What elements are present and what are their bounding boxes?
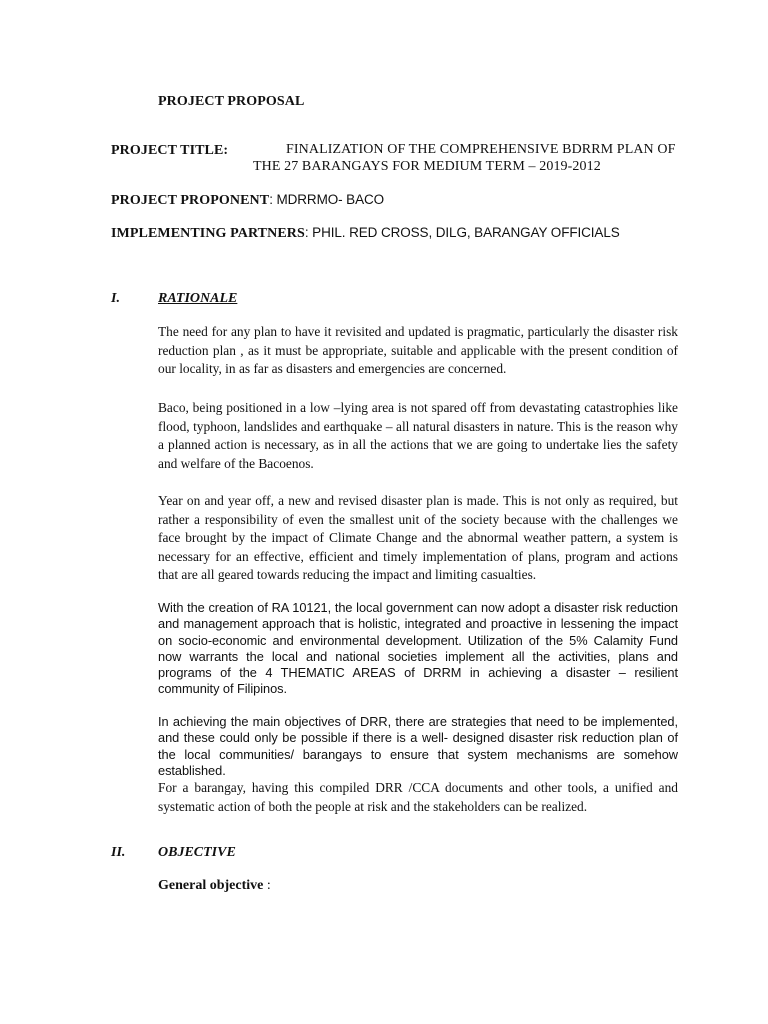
general-objective-row bbox=[158, 878, 271, 894]
rationale-paragraph-1: The need for any plan to have it revisited and updated is pragmatic, particularly the disaster risk reduction plan , as it must be appropriate, suitable and applicable with the present condition of our locality, in as far as disasters and emergencies are concerned. bbox=[158, 324, 678, 377]
rationale-paragraph-2: Baco, being positioned in a low –lying area is not spared off from devastating catastrophies like flood, typhoon, landslides and earthquake – all natural disasters in nature. This is the reason why a planned action is necessary, as in all the actions that we are going to undertake lies the safety and welfare of the Bacoenos. bbox=[158, 400, 678, 471]
rationale-paragraph-5: In achieving the main objectives of DRR, there are strategies that need to be implemented, and these could only be possible if there is a well- designed disaster risk reduction plan of the local communities/ barangays to ensure that system mechanisms are somehow established. bbox=[158, 714, 678, 778]
section-1-numeral: I. bbox=[111, 291, 120, 306]
section-2-numeral: II. bbox=[111, 845, 126, 860]
general-objective-colon: : bbox=[263, 878, 271, 893]
project-proponent-label: PROJECT PROPONENT bbox=[111, 193, 270, 208]
implementing-partners-label: IMPLEMENTING PARTNERS bbox=[111, 226, 305, 241]
section-2-heading: OBJECTIVE bbox=[158, 845, 236, 860]
rationale-paragraph-4: With the creation of RA 10121, the local government can now adopt a disaster risk reduction and management approach that is holistic, integrated and proactive in lessening the impact on socio-economic and environmental development. Utilization of the 5% Calamity Fund now warrants the local and national societies implement all the activities, plans and programs of the 4 THEMATIC AREAS of DRRM in achieving a disaster – resilient community of Filipinos. bbox=[158, 600, 678, 697]
general-objective-label: General objective bbox=[158, 878, 264, 893]
implementing-partners-row bbox=[111, 224, 620, 242]
project-proponent-value: : MDRRMO- BACO bbox=[269, 192, 385, 207]
rationale-paragraph-6: For a barangay, having this compiled DRR /CCA documents and other tools, a unified and systematic action of both the people at risk and the stakeholders can be realized. bbox=[158, 780, 678, 814]
rationale-paragraph-3: Year on and year off, a new and revised disaster plan is made. This is not only as required, but rather a responsibility of even the smallest unit of the society because with the challenges we face brought by the impact of Climate Change and the abnormal weather pattern, a system is necessary for an effective, efficient and timely implementation of plans, program and actions that are all geared towards reducing the impact and limiting casualties. bbox=[158, 493, 678, 583]
project-title-line-2: THE 27 BARANGAYS FOR MEDIUM TERM – 2019-2012 bbox=[253, 159, 601, 174]
proposal-heading: PROJECT PROPOSAL bbox=[158, 94, 305, 109]
project-title-label: PROJECT TITLE: bbox=[111, 143, 229, 158]
project-title-line-1: FINALIZATION OF THE COMPREHENSIVE BDRRM PLAN OF bbox=[286, 142, 676, 157]
implementing-partners-value: : PHIL. RED CROSS, DILG, BARANGAY OFFICIALS bbox=[304, 225, 620, 240]
section-1-heading: RATIONALE bbox=[158, 291, 238, 306]
project-proponent-row bbox=[111, 191, 384, 209]
